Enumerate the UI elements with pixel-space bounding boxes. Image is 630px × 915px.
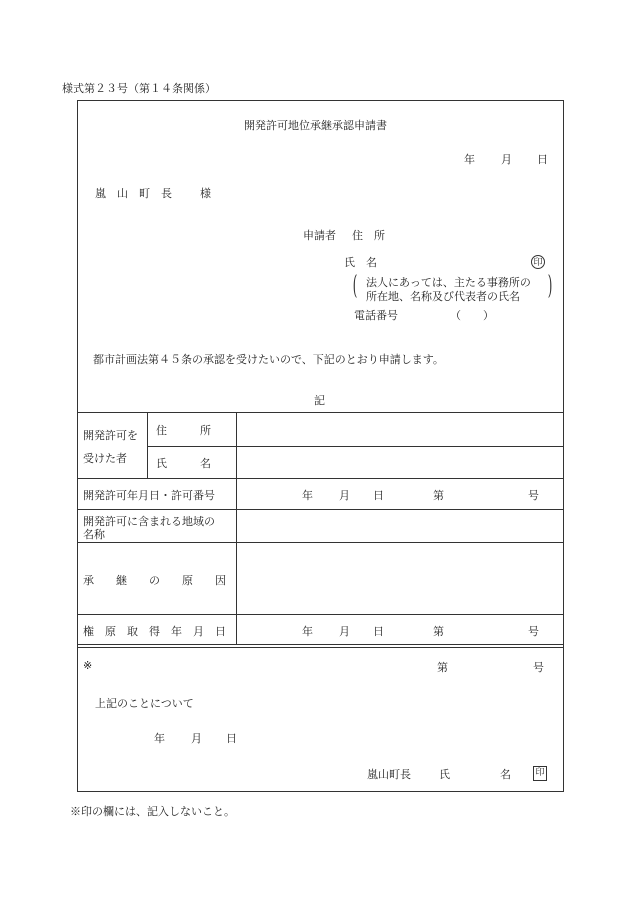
date-day: 日 xyxy=(537,153,548,166)
addressee-honorific: 様 xyxy=(200,187,211,200)
office-year: 年 xyxy=(154,732,165,745)
applicant-label: 申請者 xyxy=(303,229,336,242)
table-vrule-1 xyxy=(147,412,148,478)
applicant-phone-label: 電話番号 xyxy=(354,309,398,322)
acquisition-day: 日 xyxy=(373,625,384,638)
applicant-seal: 印 xyxy=(531,255,545,269)
office-regarding: 上記のことについて xyxy=(95,697,194,710)
date-year: 年 xyxy=(464,153,475,166)
office-mayor: 嵐山町長 xyxy=(367,768,411,781)
succession-reason-label: 承 継 の 原 因 xyxy=(83,574,226,587)
office-name-label: 氏 xyxy=(439,768,450,781)
office-day: 日 xyxy=(226,732,237,745)
table-top-rule xyxy=(77,412,564,413)
form-title: 開発許可地位承継承認申請書 xyxy=(244,119,387,132)
ki-heading: 記 xyxy=(314,394,325,407)
note-close-paren-icon: ) xyxy=(547,271,553,301)
table-vrule-2 xyxy=(236,412,237,644)
recipient-label-1: 開発許可を xyxy=(83,429,138,442)
permit-go: 号 xyxy=(528,489,539,502)
acquisition-year: 年 xyxy=(302,625,313,638)
date-month: 月 xyxy=(501,153,512,166)
office-name-label-2: 名 xyxy=(500,768,511,781)
applicant-note-line2: 所在地、名称及び代表者の氏名 xyxy=(366,290,520,303)
acquisition-go: 号 xyxy=(528,625,539,638)
permit-day: 日 xyxy=(373,489,384,502)
addressee-name: 嵐 山 町 長 xyxy=(95,187,172,200)
recipient-name-label: 氏 名 xyxy=(156,457,211,470)
office-seal: 印 xyxy=(533,766,547,781)
area-label-1: 開発許可に含まれる地域の xyxy=(83,515,215,528)
table-rule-7b xyxy=(77,647,564,648)
permit-month: 月 xyxy=(339,489,350,502)
acquisition-month: 月 xyxy=(339,625,350,638)
table-rule-4 xyxy=(77,509,564,510)
permit-dai: 第 xyxy=(433,489,444,502)
table-rule-2 xyxy=(147,446,564,447)
note-open-paren-icon: ( xyxy=(352,271,358,301)
table-rule-3 xyxy=(77,478,564,479)
table-rule-7 xyxy=(77,644,564,645)
office-month: 月 xyxy=(191,732,202,745)
applicant-name-label: 氏 名 xyxy=(344,256,377,269)
permit-year: 年 xyxy=(302,489,313,502)
applicant-phone-parens: （ ） xyxy=(450,309,494,322)
office-go: 号 xyxy=(533,661,544,674)
form-number: 様式第２３号（第１４条関係） xyxy=(62,82,216,95)
table-rule-6 xyxy=(77,614,564,615)
office-mark: ※ xyxy=(83,659,93,672)
acquisition-date-label: 権 原 取 得 年 月 日 xyxy=(83,625,226,638)
office-dai: 第 xyxy=(437,661,448,674)
area-label-2: 名称 xyxy=(83,528,105,541)
applicant-note-line1: 法人にあっては、主たる事務所の xyxy=(366,276,531,289)
application-statement: 都市計画法第４５条の承認を受けたいので、下記のとおり申請します。 xyxy=(93,353,444,366)
acquisition-dai: 第 xyxy=(433,625,444,638)
applicant-address-label: 住 所 xyxy=(352,229,385,242)
recipient-address-label: 住 所 xyxy=(156,424,211,437)
recipient-label-2: 受けた者 xyxy=(83,452,127,465)
footnote: ※印の欄には、記入しないこと。 xyxy=(70,805,235,818)
permit-date-label: 開発許可年月日・許可番号 xyxy=(83,489,215,502)
table-rule-5 xyxy=(77,542,564,543)
